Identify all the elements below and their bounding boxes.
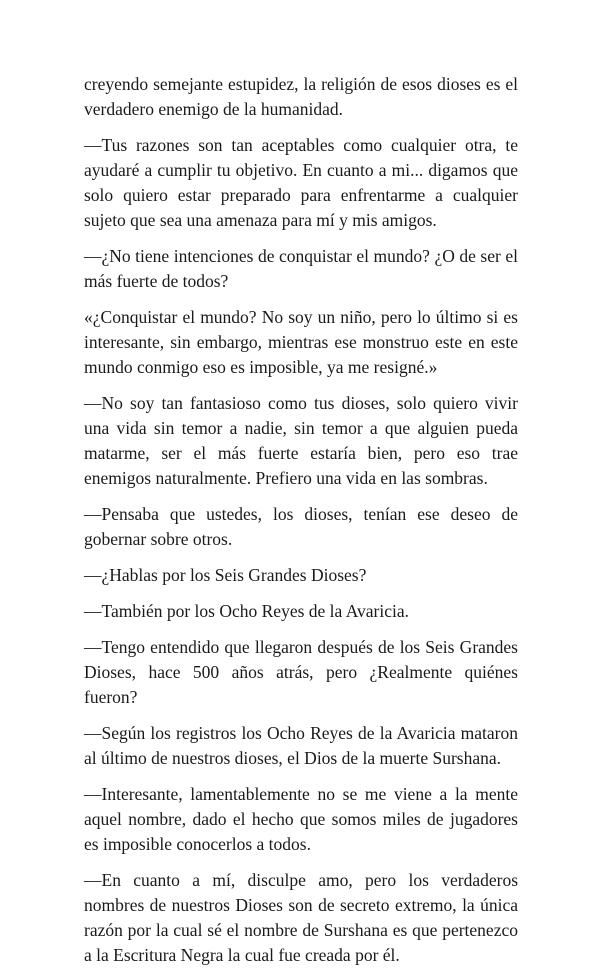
paragraph-7: —¿Hablas por los Seis Grandes Dioses? — [84, 565, 367, 585]
paragraph-1: creyendo semejante estupidez, la religión de esos dioses es el verdadero enemigo de la humanidad. — [84, 74, 518, 119]
paragraph-6: —Pensaba que ustedes, los dioses, tenían ese deseo de gobernar sobre otros. — [84, 504, 518, 549]
paragraph-2: —Tus razones son tan aceptables como cualquier otra, te ayudaré a cumplir tu objetivo. En cuanto a mi... digamos que solo quiero estar preparado para enfrentarme a cualquier sujeto que sea una amenaza para mí y mis amigos. — [84, 135, 518, 230]
page-text-body — [84, 72, 518, 979]
paragraph-4: «¿Conquistar el mundo? No soy un niño, pero lo último si es interesante, sin embargo, mientras ese monstruo este en este mundo conmigo eso es imposible, ya me resigné.» — [84, 307, 518, 377]
paragraph-9: —Tengo entendido que llegaron después de los Seis Grandes Dioses, hace 500 años atrás, pero ¿Realmente quiénes fueron? — [84, 637, 518, 707]
paragraph-11: —Interesante, lamentablemente no se me viene a la mente aquel nombre, dado el hecho que somos miles de jugadores es imposible conocerlos a todos. — [84, 784, 518, 854]
paragraph-3: —¿No tiene intenciones de conquistar el mundo? ¿O de ser el más fuerte de todos? — [84, 246, 518, 291]
paragraph-5: —No soy tan fantasioso como tus dioses, solo quiero vivir una vida sin temor a nadie, sin temor a que alguien pueda matarme, ser el más fuerte estaría bien, pero eso trae enemigos naturalmente. Prefiero una vida en las sombras. — [84, 393, 518, 488]
paragraph-8: —También por los Ocho Reyes de la Avaricia. — [84, 601, 410, 621]
paragraph-12: —En cuanto a mí, disculpe amo, pero los verdaderos nombres de nuestros Dioses son de secreto extremo, la única razón por la cual sé el nombre de Surshana es que pertenezco a la Escritura Negra la cual fue creada por él. — [84, 870, 518, 965]
paragraph-10: —Según los registros los Ocho Reyes de la Avaricia mataron al último de nuestros dioses, el Dios de la muerte Surshana. — [84, 723, 518, 768]
